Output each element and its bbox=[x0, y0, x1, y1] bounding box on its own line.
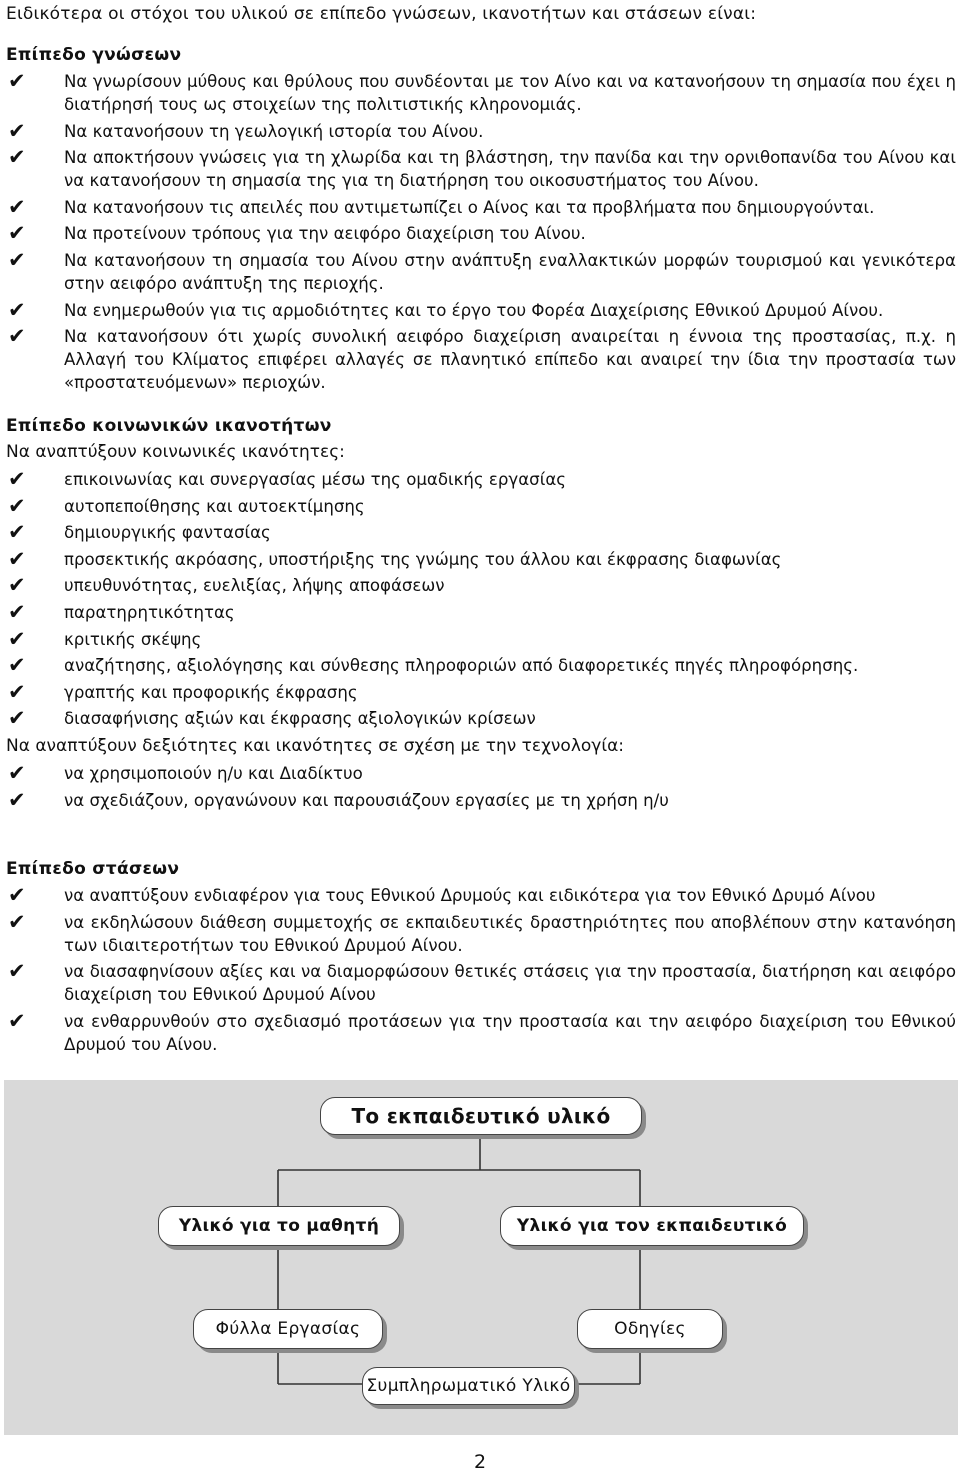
list-item: ✔ να εκδηλώσουν διάθεση συμμετοχής σε εκπαιδευτικές δραστηριότητες που αποβλέπουν στην κατανόηση των ιδιαιτεροτήτων του Εθνικού Δρυμού Αίνου. bbox=[8, 909, 956, 955]
check-icon: ✔ bbox=[8, 118, 26, 143]
list-item: ✔ αυτοπεποίθησης και αυτοεκτίμησης bbox=[8, 493, 365, 518]
check-icon: ✔ bbox=[8, 546, 26, 571]
list-item: ✔ Να γνωρίσουν μύθους και θρύλους που συνδέονται με τον Αίνο και να κατανοήσουν τη σημασία που έχει η διατήρησή τους ως στοιχείων της πολιτιστικής κληρονομιάς. bbox=[8, 69, 956, 114]
check-icon: ✔ bbox=[8, 297, 26, 322]
check-icon: ✔ bbox=[8, 787, 26, 812]
list-item: ✔ Να κατανοήσουν ότι χωρίς συνολική αειφόρο διαχείριση αναιρείται η έννοια της προστασίας, π.χ. η Αλλαγή του Κλίματος επιφέρει αλλαγές σε πλανητικό επίπεδο και αναιρεί την ίδια την προστασία των «προστατευόμενων» περιοχών. bbox=[8, 324, 956, 393]
list-item: ✔ γραπτής και προφορικής έκφρασης bbox=[8, 679, 358, 704]
check-icon: ✔ bbox=[8, 145, 26, 170]
list-item: ✔ να χρησιμοποιούν η/υ και Διαδίκτυο bbox=[8, 761, 363, 786]
node-worksheets: Φύλλα Εργασίας bbox=[193, 1309, 383, 1349]
check-icon: ✔ bbox=[8, 221, 26, 246]
intro-text: Ειδικότερα οι στόχοι του υλικού σε επίπεδο γνώσεων, ικανοτήτων και στάσεων είναι: bbox=[6, 4, 757, 24]
list-item: ✔ προσεκτικής ακρόασης, υποστήριξης της γνώμης του άλλου και έκφρασης διαφωνίας bbox=[8, 546, 782, 571]
check-icon: ✔ bbox=[8, 761, 26, 786]
node-teacher-material: Υλικό για τον εκπαιδευτικό bbox=[500, 1206, 804, 1246]
social-heading: Επίπεδο κοινωνικών ικανοτήτων bbox=[6, 416, 332, 436]
check-icon: ✔ bbox=[8, 324, 26, 349]
list-item: ✔ επικοινωνίας και συνεργασίας μέσω της ομαδικής εργασίας bbox=[8, 467, 566, 491]
check-icon: ✔ bbox=[8, 520, 26, 545]
list-item: ✔ Να ενημερωθούν για τις αρμοδιότητες και το έργο του Φορέα Διαχείρισης Εθνικού Δρυμού Αίνου. bbox=[8, 297, 884, 322]
check-icon: ✔ bbox=[8, 467, 26, 491]
node-student-material: Υλικό για το μαθητή bbox=[158, 1206, 400, 1246]
node-educational-material: Το εκπαιδευτικό υλικό bbox=[320, 1097, 642, 1135]
list-item: ✔ Να προτείνουν τρόπους για την αειφόρο διαχείριση του Αίνου. bbox=[8, 221, 586, 246]
check-icon: ✔ bbox=[8, 706, 26, 731]
attitudes-list bbox=[6, 884, 956, 1056]
list-item: ✔ Να αποκτήσουν γνώσεις για τη χλωρίδα και τη βλάστηση, την πανίδα και την ορνιθοπανίδα του Αίνου και να κατανοήσουν τη σημασία της για τη διατήρηση του οικοσυστήματος του Αίνου. bbox=[8, 145, 956, 191]
list-item: ✔ Να κατανοήσουν τη σημασία του Αίνου στην ανάπτυξη εναλλακτικών μορφών τουρισμού και γενικότερα στην αειφόρο ανάπτυξη της περιοχής. bbox=[8, 247, 956, 293]
list-item: ✔ να ενθαρρυνθούν στο σχεδιασμό προτάσεων για την προστασία και την αειφόρο διαχείριση του Εθνικού Δρυμού του Αίνου. bbox=[8, 1008, 956, 1054]
page-number: 2 bbox=[473, 1451, 487, 1473]
list-item: ✔ Να κατανοήσουν τις απειλές που αντιμετωπίζει ο Αίνος και τα προβλήματα που δημιουργούνται. bbox=[8, 194, 875, 219]
knowledge-section bbox=[6, 44, 956, 398]
list-item: ✔ παρατηρητικότητας bbox=[8, 599, 235, 624]
list-item: ✔ να αναπτύξουν ενδιαφέρον για τους Εθνικού Δρυμούς και ειδικότερα για τον Εθνικό Δρυμό Αίνου bbox=[8, 883, 876, 907]
check-icon: ✔ bbox=[8, 247, 26, 272]
check-icon: ✔ bbox=[8, 194, 26, 219]
node-supplementary-material: Συμπληρωματικό Υλικό bbox=[362, 1367, 575, 1405]
node-instructions: Οδηγίες bbox=[577, 1309, 723, 1349]
list-item: ✔ Να κατανοήσουν τη γεωλογική ιστορία του Αίνου. bbox=[8, 118, 484, 143]
knowledge-list bbox=[6, 70, 956, 394]
check-icon: ✔ bbox=[8, 493, 26, 518]
list-item: ✔ να διασαφηνίσουν αξίες και να διαμορφώσουν θετικές στάσεις για την προστασία, διατήρηση και αειφόρο διαχείριση του Εθνικού Δρυμού Αίνου bbox=[8, 959, 956, 1005]
check-icon: ✔ bbox=[8, 573, 26, 598]
knowledge-heading: Επίπεδο γνώσεων bbox=[6, 45, 182, 65]
check-icon: ✔ bbox=[8, 679, 26, 704]
attitudes-section bbox=[6, 858, 956, 1059]
check-icon: ✔ bbox=[8, 959, 26, 984]
tech-list bbox=[6, 762, 956, 812]
list-item: ✔ αναζήτησης, αξιολόγησης και σύνθεσης πληροφοριών από διαφορετικές πηγές πληροφόρησης. bbox=[8, 653, 859, 678]
check-icon: ✔ bbox=[8, 909, 26, 934]
tech-intro: Να αναπτύξουν δεξιότητες και ικανότητες σε σχέση με την τεχνολογία: bbox=[6, 736, 625, 757]
check-icon: ✔ bbox=[8, 69, 26, 93]
check-icon: ✔ bbox=[8, 653, 26, 678]
social-list bbox=[6, 468, 956, 730]
attitudes-heading: Επίπεδο στάσεων bbox=[6, 859, 180, 879]
check-icon: ✔ bbox=[8, 883, 26, 907]
list-item: ✔ διασαφήνισης αξιών και έκφρασης αξιολογικών κρίσεων bbox=[8, 706, 536, 731]
list-item: ✔ κριτικής σκέψης bbox=[8, 626, 202, 651]
list-item: ✔ υπευθυνότητας, ευελιξίας, λήψης αποφάσεων bbox=[8, 573, 445, 598]
social-intro: Να αναπτύξουν κοινωνικές ικανότητες: bbox=[6, 442, 345, 462]
check-icon: ✔ bbox=[8, 599, 26, 624]
list-item: ✔ να σχεδιάζουν, οργανώνουν και παρουσιάζουν εργασίες με τη χρήση η/υ bbox=[8, 787, 669, 812]
check-icon: ✔ bbox=[8, 1008, 26, 1033]
social-section bbox=[6, 415, 956, 816]
check-icon: ✔ bbox=[8, 626, 26, 651]
list-item: ✔ δημιουργικής φαντασίας bbox=[8, 520, 271, 545]
